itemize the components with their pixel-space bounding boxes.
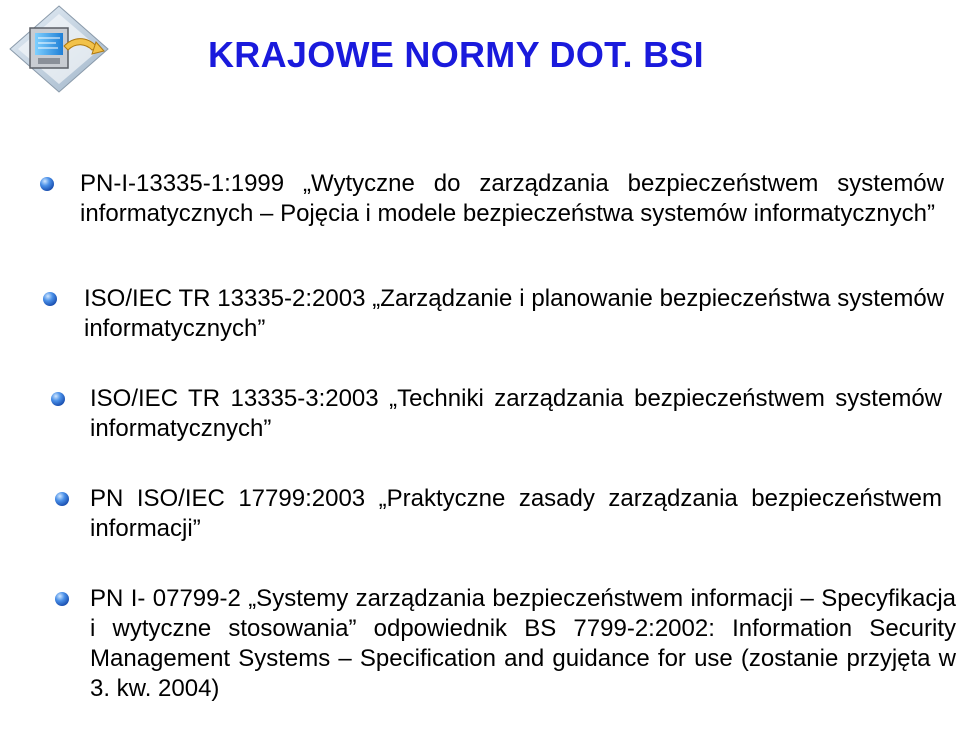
list-item-text: ISO/IEC TR 13335-3:2003 „Techniki zarządzania bezpieczeństwem systemów informatycznych”	[90, 385, 942, 442]
bullet-icon	[55, 492, 69, 506]
list-item	[90, 584, 956, 704]
list-item	[90, 384, 942, 444]
list-item-text: PN ISO/IEC 17799:2003 „Praktyczne zasady zarządzania bezpieczeństwem informacji”	[90, 485, 942, 542]
bullet-icon	[55, 592, 69, 606]
bullet-icon	[40, 177, 54, 191]
list-item	[80, 169, 944, 229]
bullet-icon	[51, 392, 65, 406]
list-item	[84, 284, 944, 344]
list-item	[90, 484, 942, 544]
list-item-text: ISO/IEC TR 13335-2:2003 „Zarządzanie i planowanie bezpieczeństwa systemów informatycznych”	[84, 285, 944, 342]
slide-title: KRAJOWE NORMY DOT. BSI	[208, 34, 704, 75]
bullet-icon	[43, 292, 57, 306]
list-item-text: PN I- 07799-2 „Systemy zarządzania bezpieczeństwem informacji – Specyfikacja i wytyczne stosowania” odpowiednik BS 7799-2:2002: Information Security Management Systems – Specification and guidance for use (zostanie przyjęta w 3. kw. 2004)	[90, 585, 956, 702]
list-item-text: PN-I-13335-1:1999 „Wytyczne do zarządzania bezpieczeństwem systemów informatycznych – Pojęcia i modele bezpieczeństwa systemów informatycznych”	[80, 170, 944, 227]
